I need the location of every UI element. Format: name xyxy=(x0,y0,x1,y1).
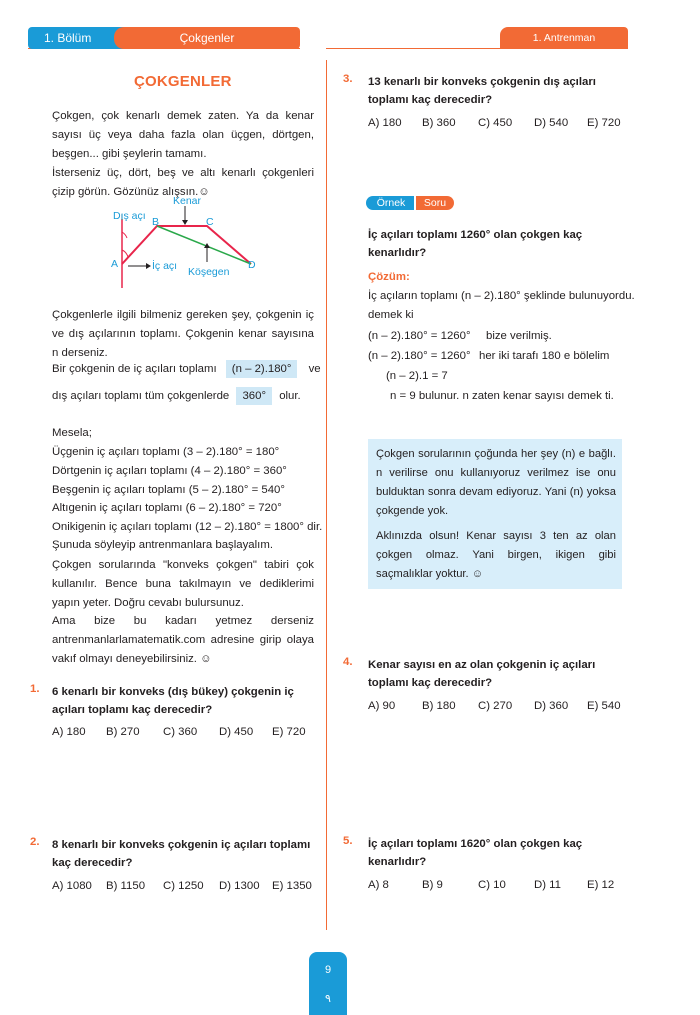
solution-line-comment: her iki tarafı 180 e bölelim xyxy=(479,350,610,362)
examples-heading: Mesela; xyxy=(52,427,92,439)
page-number: 9 xyxy=(324,964,332,976)
solution-line: (n – 2).180° = 1260° xyxy=(368,350,471,362)
option-c[interactable]: C) 1250 xyxy=(163,880,204,892)
question-3-text: 13 kenarlı bir konveks çokgenin dış açıları toplamı kaç derecedir? xyxy=(368,76,596,106)
label-vertex-d: D xyxy=(248,259,256,271)
option-d[interactable]: D) 11 xyxy=(534,879,562,891)
chapter-title-tab xyxy=(114,27,300,49)
option-d[interactable]: D) 450 xyxy=(219,726,254,738)
question-5-number: 5. xyxy=(343,835,353,847)
option-e[interactable]: E) 720 xyxy=(587,117,621,129)
solution-line: İç açıların toplamı (n – 2).180° şeklinde bulunuyordu. xyxy=(368,290,635,302)
interior-angle-arc xyxy=(122,250,128,257)
theory-line2-end: olur. xyxy=(279,390,301,402)
theory-line1-text: Bir çokgenin de iç açıları toplamı xyxy=(52,363,217,375)
question-2-number: 2. xyxy=(30,836,40,848)
example-question: İç açıları toplamı 1260° olan çokgen kaç kenarlıdır? xyxy=(368,229,583,259)
label-vertex-a: A xyxy=(111,258,119,270)
option-c[interactable]: C) 360 xyxy=(163,726,198,738)
label-vertex-c: C xyxy=(206,216,214,228)
theory-exterior-sum-line xyxy=(52,390,301,402)
note-paragraph-1: Çokgen sorularının çoğunda her şey (n) e bağlı. n verilirse onu kullanıyoruz verilmez ise onu bulduktan sonra devam ediyoruz. Yani (n) yoksa çokgende yok. xyxy=(376,448,616,517)
question-4-text: Kenar sayısı en az olan çokgenin iç açıları toplamı kaç derecedir? xyxy=(368,659,596,689)
example-line: Beşgenin iç açıları toplamı (5 – 2).180° = 540° xyxy=(52,484,285,496)
option-b[interactable]: B) 9 xyxy=(422,879,443,891)
polygon-edges xyxy=(122,226,251,264)
solution-label: Çözüm: xyxy=(368,271,410,283)
note-paragraph-2: Aklınızda olsun! Kenar sayısı 3 ten az olan çokgen olmaz. Yani birgen, ikigen gibi saçmalıklar yoktur. ☺ xyxy=(376,530,616,580)
section-label: 1. Antrenman xyxy=(532,32,596,44)
question-3-number: 3. xyxy=(343,73,353,85)
example-line: Dörtgenin iç açıları toplamı (4 – 2).180° = 360° xyxy=(52,465,287,477)
konveks-paragraph: Çokgen sorularında "konveks çokgen" tabiri çok kullanılır. Bence buna takılmayın ve dediklerimi yapın yeter. Doğru cevabı bulursunuz. xyxy=(52,559,314,609)
option-b[interactable]: B) 180 xyxy=(422,700,456,712)
option-c[interactable]: C) 450 xyxy=(478,117,513,129)
option-d[interactable]: D) 1300 xyxy=(219,880,260,892)
example-line: Altıgenin iç açıları toplamı (6 – 2).180° = 720° xyxy=(52,502,282,514)
page-number-arabic: ٩ xyxy=(325,993,331,1005)
edge-arrowhead xyxy=(182,220,188,225)
question-tag-label: Soru xyxy=(423,197,447,209)
option-b[interactable]: B) 1150 xyxy=(106,880,146,892)
option-e[interactable]: E) 540 xyxy=(587,700,621,712)
question-5-text: İç açıları toplamı 1620° olan çokgen kaç kenarlıdır? xyxy=(368,838,583,868)
example-line: Onikigenin iç açıları toplamı (12 – 2).180° = 1800° dir. xyxy=(52,521,323,533)
solution-line: (n – 2).180° = 1260° xyxy=(368,330,471,342)
option-c[interactable]: C) 10 xyxy=(478,879,506,891)
exterior-sum-value: 360° xyxy=(236,387,272,405)
option-d[interactable]: D) 540 xyxy=(534,117,569,129)
question-1-number: 1. xyxy=(30,683,40,695)
option-a[interactable]: A) 1080 xyxy=(52,880,92,892)
label-exterior-angle: Dış açı xyxy=(113,210,146,222)
question-tag xyxy=(414,196,454,210)
theory-line2-text: dış açıları toplamı tüm çokgenlerde xyxy=(52,390,230,402)
option-b[interactable]: B) 270 xyxy=(106,726,140,738)
theory-line1-end: ve xyxy=(308,363,321,375)
label-interior-angle: İç açı xyxy=(152,260,178,272)
solution-line: (n – 2).1 = 7 xyxy=(386,370,448,382)
question-1-text: 6 kenarlı bir konveks (dış bükey) çokgenin iç açıları toplamı kaç derecedir? xyxy=(52,686,294,716)
option-e[interactable]: E) 720 xyxy=(272,726,306,738)
example-tag xyxy=(366,196,416,210)
interior-sum-formula: (n – 2).180° xyxy=(226,360,298,378)
question-4-number: 4. xyxy=(343,656,353,668)
option-e[interactable]: E) 1350 xyxy=(272,880,312,892)
example-line: Şunuda söyleyip antrenmanlara başlayalım. xyxy=(52,539,273,551)
label-vertex-b: B xyxy=(152,216,160,228)
label-edge: Kenar xyxy=(173,195,202,207)
column-divider xyxy=(326,60,327,930)
page-title: ÇOKGENLER xyxy=(134,73,232,90)
label-diagonal: Köşegen xyxy=(188,266,230,278)
chapter-title: Çokgenler xyxy=(179,31,235,45)
section-tab xyxy=(500,27,628,49)
option-e[interactable]: E) 12 xyxy=(587,879,615,891)
page-number-tab xyxy=(309,952,347,1015)
theory-interior-sum-line xyxy=(52,363,321,375)
example-tag-label: Örnek xyxy=(376,197,406,209)
option-d[interactable]: D) 360 xyxy=(534,700,569,712)
option-a[interactable]: A) 90 xyxy=(368,700,396,712)
chapter-tab xyxy=(28,27,124,49)
option-c[interactable]: C) 270 xyxy=(478,700,513,712)
intro-paragraph-1: Çokgen, çok kenarlı demek zaten. Ya da kenar sayısı üç veya daha fazla olan üçgen, dörtgen, beşgen... gibi şeylerin tamamı. xyxy=(52,110,314,160)
option-b[interactable]: B) 360 xyxy=(422,117,456,129)
question-2-text: 8 kenarlı bir konveks çokgenin iç açıları toplamı kaç derecedir? xyxy=(52,839,311,869)
option-a[interactable]: A) 180 xyxy=(52,726,86,738)
solution-line: n = 9 bulunur. n zaten kenar sayısı demek ti. xyxy=(390,390,614,402)
option-a[interactable]: A) 180 xyxy=(368,117,402,129)
chapter-label: 1. Bölüm xyxy=(44,31,92,45)
solution-line-comment: bize verilmiş. xyxy=(486,330,552,342)
note-box xyxy=(368,439,622,589)
theory-paragraph: Çokgenlerle ilgili bilmeniz gereken şey, çokgenin iç ve dış açılarının toplamı. Çokgenin kenar sayısına n derseniz. xyxy=(52,309,314,359)
intro-paragraph-2: İsterseniz üç, dört, beş ve altı kenarlı çokgenleri çizip görün. Gözünüz alışsın.☺ xyxy=(52,167,314,198)
interior-angle-arrowhead xyxy=(146,263,151,269)
website-paragraph: Ama bize bu kadarı yetmez derseniz antrenmanlarlamatematik.com adresine girip olaya vakıf olmayı deneyebilirsiniz. ☺ xyxy=(52,615,314,665)
solution-line: demek ki xyxy=(368,309,414,321)
option-a[interactable]: A) 8 xyxy=(368,879,389,891)
diagonal-line xyxy=(157,226,251,264)
example-line: Üçgenin iç açıları toplamı (3 – 2).180° = 180° xyxy=(52,446,280,458)
